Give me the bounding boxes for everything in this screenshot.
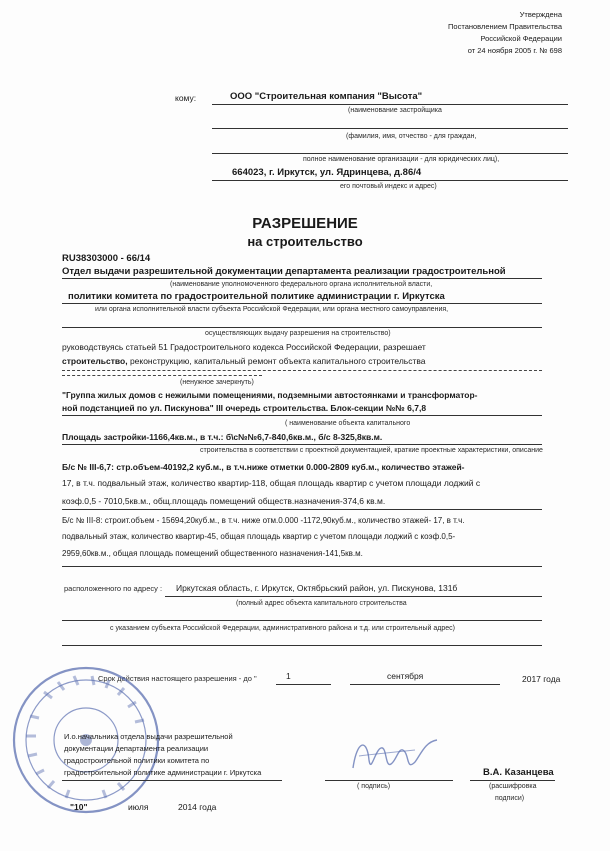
location-note-1: (полный адрес объекта капитального строительства xyxy=(236,600,407,607)
authority-line-2: политики комитета по градостроительной политике администрации г. Иркутска xyxy=(68,291,445,302)
authority-note-3: осуществляющих выдачу разрешения на строительство) xyxy=(205,330,391,337)
details-line-4: Б/с № III-8: строит.объем - 15694,20куб.м., в т.ч. ниже отм.0.000 -1172,90куб.м., количество этажей- 17, в т.ч. xyxy=(62,516,465,525)
validity-label: Срок действия настоящего разрешения - до " xyxy=(98,674,257,683)
recipient-label: кому: xyxy=(175,93,197,103)
approval-line-2: Постановлением Правительства xyxy=(448,22,562,31)
signatory-line-2: документации департамента реализации xyxy=(64,744,209,753)
recipient-company: ООО "Строительная компания "Высота" xyxy=(230,91,423,102)
note-developer: (наименование застройщика xyxy=(348,107,442,114)
authority-note-1: (наименование уполномоченного федерального органа исполнительной власти, xyxy=(170,281,433,288)
details-line-6: 2959,60кв.м., общая площадь помещений общественного назначения-141,5кв.м. xyxy=(62,549,363,558)
location-value: Иркутская область, г. Иркутск, Октябрьский район, ул. Пискунова, 131б xyxy=(176,583,458,593)
permit-title: РАЗРЕШЕНИЕ xyxy=(252,215,358,232)
object-note: ( наименование объекта капитального xyxy=(285,420,411,427)
signatory-line-1: И.о.начальника отдела выдачи разрешительной xyxy=(64,732,233,741)
date-month: июля xyxy=(128,802,149,812)
guided-note: (ненужное зачеркнуть) xyxy=(180,379,254,386)
details-line-5: подвальный этаж, количество квартир-45, общая площадь квартир с учетом площади лоджий с коэф.0,5- xyxy=(62,532,456,541)
date-year: 2014 года xyxy=(178,802,217,812)
signatory-line-3: градостроительной политики комитета по xyxy=(64,756,210,765)
approval-line-3: Российской Федерации xyxy=(480,34,562,43)
note-fio: (фамилия, имя, отчество - для граждан, xyxy=(346,133,477,140)
approval-line-4: от 24 ноября 2005 г. № 698 xyxy=(467,46,562,55)
validity-month: сентября xyxy=(387,671,424,681)
object-line-1: "Группа жилых домов с нежилыми помещениями, подземными автостоянками и трансформатор- xyxy=(62,390,478,400)
details-line-1: Б/с № III-6,7: стр.объем-40192,2 куб.м., в т.ч.ниже отметки 0.000-2809 куб.м., количество этажей- xyxy=(62,462,465,472)
sign-note: ( подпись) xyxy=(357,783,391,790)
handwritten-signature xyxy=(345,730,445,780)
permit-number: RU38303000 - 66/14 xyxy=(62,253,151,264)
validity-year: 2017 года xyxy=(522,674,561,684)
note-org: полное наименование организации - для юридических лиц), xyxy=(303,156,500,163)
date-day: "10" xyxy=(70,802,88,812)
validity-day: 1 xyxy=(286,671,291,681)
object-area: Площадь застройки-1166,4кв.м., в т.ч.: б\с№№6,7-840,6кв.м., б/с 8-325,8кв.м. xyxy=(62,432,383,442)
note-address: его почтовый индекс и адрес) xyxy=(340,183,437,190)
location-label: расположенного по адресу : xyxy=(64,584,163,593)
permit-subtitle: на строительство xyxy=(247,234,363,249)
signatory-line-4: градостроительной политике администрации г. Иркутска xyxy=(64,768,262,777)
details-line-3: коэф.0,5 - 7010,5кв.м., общ.площадь помещений обществ.назначения-374,6 кв.м. xyxy=(62,496,386,506)
location-note-2: с указанием субъекта Российской Федерации, административного района и т.д. или строительный адрес) xyxy=(110,625,456,632)
approval-line-1: Утверждена xyxy=(519,10,562,19)
signatory-name: В.А. Казанцева xyxy=(483,767,554,778)
recipient-address: 664023, г. Иркутск, ул. Ядринцева, д.86/4 xyxy=(232,167,422,178)
authority-line-1: Отдел выдачи разрешительной документации департамента реализации градостроительной xyxy=(62,266,506,277)
decode-note-1: (расшифровка xyxy=(489,783,537,790)
object-note-2: строительства в соответствии с проектной документацией, краткие проектные характеристики, описание xyxy=(200,447,543,454)
guided-line-2: строительство, реконструкцию, капитальный ремонт объекта капитального строительства xyxy=(62,356,426,366)
authority-note-2: или органа исполнительной власти субъекта Российской Федерации, или органа местного самоуправления, xyxy=(95,306,449,313)
guided-line-1: руководствуясь статьей 51 Градостроительного кодекса Российской Федерации, разрешает xyxy=(62,342,426,352)
decode-note-2: подписи) xyxy=(495,795,525,802)
details-line-2: 17, в т.ч. подвальный этаж, количество квартир-118, общая площадь квартир с учетом площади лоджий с xyxy=(62,478,481,488)
object-line-2: ной подстанцией по ул. Пискунова" III очередь строительства. Блок-секции №№ 6,7,8 xyxy=(62,403,427,413)
